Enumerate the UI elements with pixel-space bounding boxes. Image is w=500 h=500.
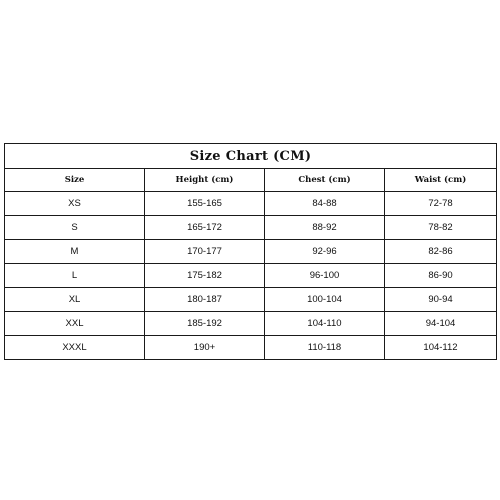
size-cell: S bbox=[5, 216, 145, 240]
height-cell: 185-192 bbox=[145, 312, 265, 336]
table-row bbox=[5, 192, 497, 216]
height-cell: 170-177 bbox=[145, 240, 265, 264]
table-row bbox=[5, 216, 497, 240]
waist-cell: 90-94 bbox=[385, 288, 497, 312]
size-cell: XS bbox=[5, 192, 145, 216]
table-row bbox=[5, 288, 497, 312]
column-header-chest: Chest (cm) bbox=[265, 169, 385, 192]
height-cell: 180-187 bbox=[145, 288, 265, 312]
chest-cell: 110-118 bbox=[265, 336, 385, 360]
size-cell: L bbox=[5, 264, 145, 288]
column-header-height: Height (cm) bbox=[145, 169, 265, 192]
size-cell: XXL bbox=[5, 312, 145, 336]
height-cell: 175-182 bbox=[145, 264, 265, 288]
height-cell: 165-172 bbox=[145, 216, 265, 240]
size-chart-table bbox=[4, 143, 497, 360]
waist-cell: 104-112 bbox=[385, 336, 497, 360]
size-cell: XXXL bbox=[5, 336, 145, 360]
waist-cell: 82-86 bbox=[385, 240, 497, 264]
header-row bbox=[5, 169, 497, 192]
waist-cell: 94-104 bbox=[385, 312, 497, 336]
chest-cell: 100-104 bbox=[265, 288, 385, 312]
waist-cell: 72-78 bbox=[385, 192, 497, 216]
table-row bbox=[5, 264, 497, 288]
size-cell: XL bbox=[5, 288, 145, 312]
chest-cell: 104-110 bbox=[265, 312, 385, 336]
chest-cell: 92-96 bbox=[265, 240, 385, 264]
column-header-waist: Waist (cm) bbox=[385, 169, 497, 192]
chest-cell: 84-88 bbox=[265, 192, 385, 216]
waist-cell: 78-82 bbox=[385, 216, 497, 240]
chest-cell: 96-100 bbox=[265, 264, 385, 288]
table-row bbox=[5, 312, 497, 336]
height-cell: 190+ bbox=[145, 336, 265, 360]
chest-cell: 88-92 bbox=[265, 216, 385, 240]
size-cell: M bbox=[5, 240, 145, 264]
table-title: Size Chart (CM) bbox=[5, 144, 497, 169]
title-row bbox=[5, 144, 497, 169]
table-row bbox=[5, 240, 497, 264]
height-cell: 155-165 bbox=[145, 192, 265, 216]
column-header-size: Size bbox=[5, 169, 145, 192]
waist-cell: 86-90 bbox=[385, 264, 497, 288]
table-row bbox=[5, 336, 497, 360]
